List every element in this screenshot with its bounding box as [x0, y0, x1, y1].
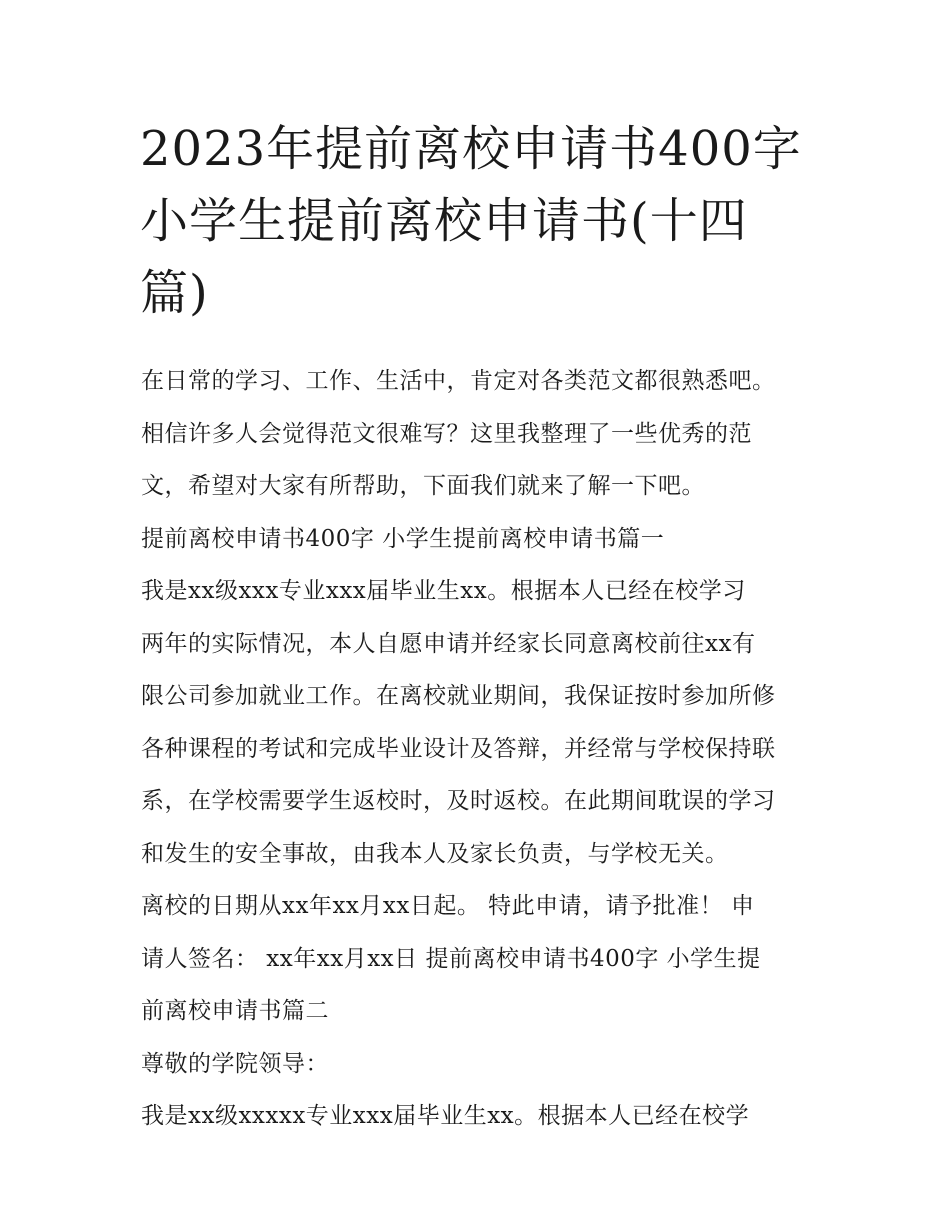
text-line: 离校的日期从xx年xx月xx日起。 特此申请，请予批准！ 申: [141, 893, 755, 919]
title-line: 2023年提前离校申请书400字: [140, 121, 802, 177]
title-line: 小学生提前离校申请书(十四: [140, 193, 748, 249]
body-paragraph: [141, 880, 821, 1038]
title-line: 篇): [140, 265, 209, 321]
text-line: 两年的实际情况，本人自愿申请并经家长同意离校前往xx有: [141, 630, 756, 657]
text-line: 系，在学校需要学生返校时，及时返校。在此期间耽误的学习: [141, 788, 776, 814]
document-title: [140, 113, 820, 329]
text-line: 各种课程的考试和完成毕业设计及答辩，并经常与学校保持联: [141, 735, 776, 762]
section-heading: [141, 513, 821, 566]
text-line: 请人签名： xx年xx月xx日 提前离校申请书400字 小学生提: [141, 945, 761, 972]
text-line: 相信许多人会觉得范文很难写？这里我整理了一些优秀的范: [141, 420, 752, 447]
text-line: 文，希望对大家有所帮助，下面我们就来了解一下吧。: [141, 473, 705, 499]
text-line: 在日常的学习、工作、生活中，肯定对各类范文都很熟悉吧。: [141, 368, 776, 394]
text-line: 和发生的安全事故，由我本人及家长负责，与学校无关。: [141, 840, 729, 867]
salutation: [141, 1038, 821, 1091]
text-line: 我是xx级xxx专业xxx届毕业生xx。根据本人已经在校学习: [141, 578, 746, 604]
text-line: 提前离校申请书400字 小学生提前离校申请书篇一: [141, 525, 665, 552]
text-line: 限公司参加就业工作。在离校就业期间，我保证按时参加所修: [141, 683, 776, 709]
body-paragraph: [141, 565, 821, 880]
intro-paragraph: [141, 355, 821, 513]
document-body: [141, 355, 821, 1143]
body-paragraph: [141, 1090, 821, 1143]
text-line: 尊敬的学院领导：: [141, 1050, 329, 1077]
text-line: 我是xx级xxxxx专业xxx届毕业生xx。根据本人已经在校学: [141, 1103, 750, 1129]
text-line: 前离校申请书篇二: [141, 998, 329, 1024]
